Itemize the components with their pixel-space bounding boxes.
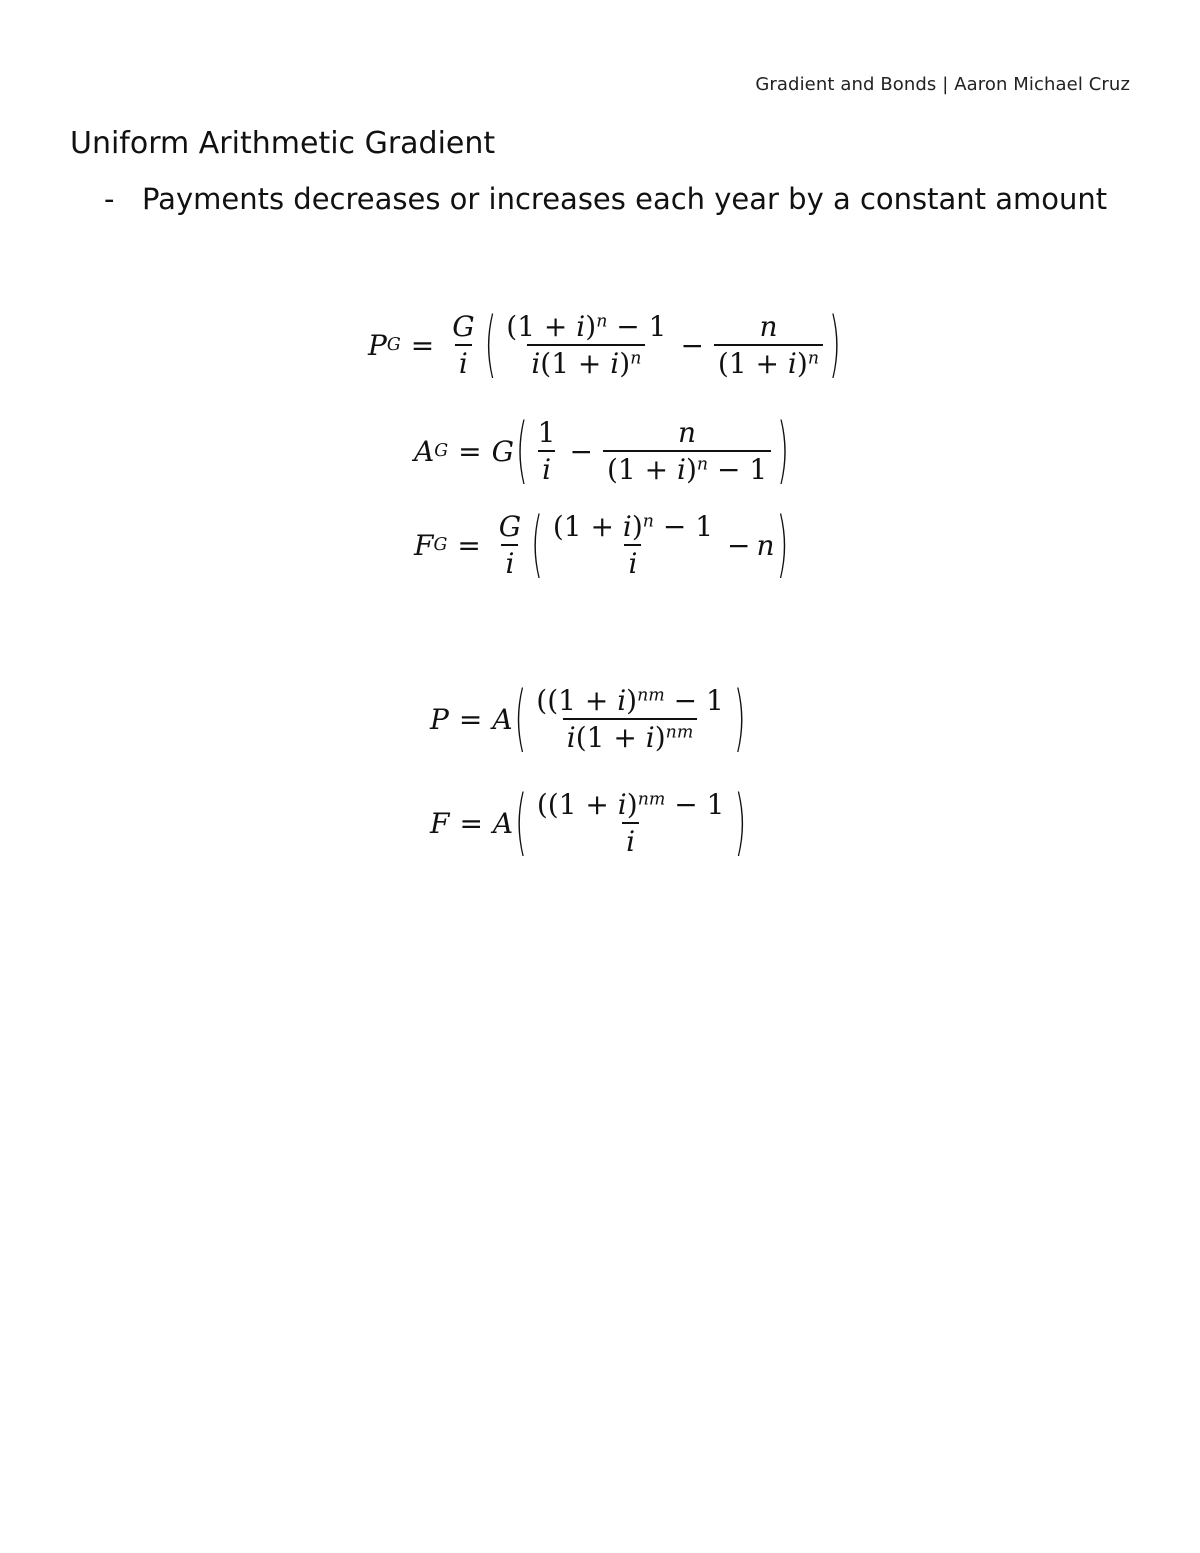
- formula-present-worth: P = A ( $\frac{((1 + i)^{nm} - 1}{i(1 + i)^{nm}}$ ): [430, 677, 746, 762]
- formula-present-gradient: P G = $\frac{G}{i}$ ( $\frac{(1 + i)^n - 1}{i(1 + i)^n}$ − $\frac{n}{(1 + i)^n}$ ): [368, 303, 841, 388]
- page-title: Uniform Arithmetic Gradient: [70, 126, 496, 161]
- bullet-text: Payments decreases or increases each year by a constant amount: [142, 182, 1108, 216]
- page-header: Gradient and Bonds | Aaron Michael Cruz: [755, 74, 1130, 95]
- formula-future-worth: F = A ( $\frac{((1 + i)^{nm} - 1}{i}$ ): [430, 781, 747, 866]
- formula-future-gradient: F G = $\frac{G}{i}$ ( $\frac{(1 + i)^n - 1}{i}$ − n ): [414, 503, 789, 588]
- formula-annual-gradient: A G = G ( $\frac{1}{i}$ − $\frac{n}{(1 + i)^n - 1}$ ): [414, 409, 789, 494]
- bullet-item: [104, 182, 1107, 216]
- bullet-marker: -: [104, 182, 115, 216]
